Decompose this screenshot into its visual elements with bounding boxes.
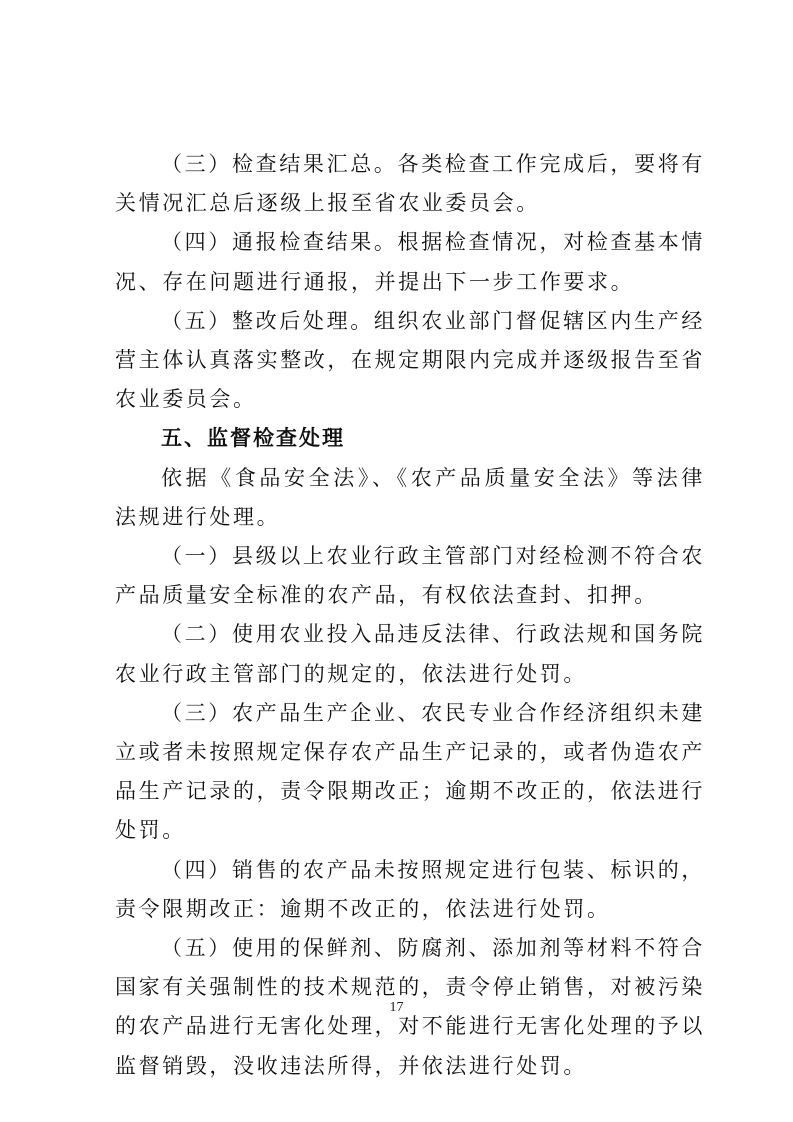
page-number: 17 (389, 1000, 404, 1015)
section-heading-supervision: 五、监督检查处理 (161, 426, 345, 451)
paragraph-report-results: （四）通报检查结果。根据检查情况，对检查基本情况、存在问题进行通报，并提出下一步工作要求。 (115, 230, 705, 294)
paragraph-legal-basis: 依据《食品安全法》、《农产品质量安全法》等法律法规进行处理。 (115, 465, 705, 529)
paragraph-inspection-summary: （三）检查结果汇总。各类检查工作完成后，要将有关情况汇总后逐级上报至省农业委员会。 (115, 152, 705, 216)
paragraph-item-4-packaging: （四）销售的农产品未按照规定进行包装、标识的，责令限期改正：逾期不改正的，依法进行处罚。 (115, 857, 705, 921)
paragraph-item-5-additives: （五）使用的保鲜剂、防腐剂、添加剂等材料不符合国家有关强制性的技术规范的，责令停止销售，对被污染的农产品进行无害化处理，对不能进行无害化处理的予以监督销毁，没收违法所得，并依法进行处罚。 (115, 936, 705, 1078)
paragraph-item-1-seizure: （一）县级以上农业行政主管部门对经检测不符合农产品质量安全标准的农产品，有权依法查封、扣押。 (115, 544, 705, 608)
paragraph-rectification: （五）整改后处理。组织农业部门督促辖区内生产经营主体认真落实整改，在规定期限内完成并逐级报告至省农业委员会。 (115, 308, 705, 412)
paragraph-item-2-inputs: （二）使用农业投入品违反法律、行政法规和国务院农业行政主管部门的规定的，依法进行处罚。 (115, 622, 705, 686)
document-body (115, 145, 705, 1086)
paragraph-item-3-records: （三）农产品生产企业、农民专业合作经济组织未建立或者未按照规定保存农产品生产记录的，或者伪造农产品生产记录的，责令限期改正；逾期不改正的，依法进行处罚。 (115, 700, 705, 843)
